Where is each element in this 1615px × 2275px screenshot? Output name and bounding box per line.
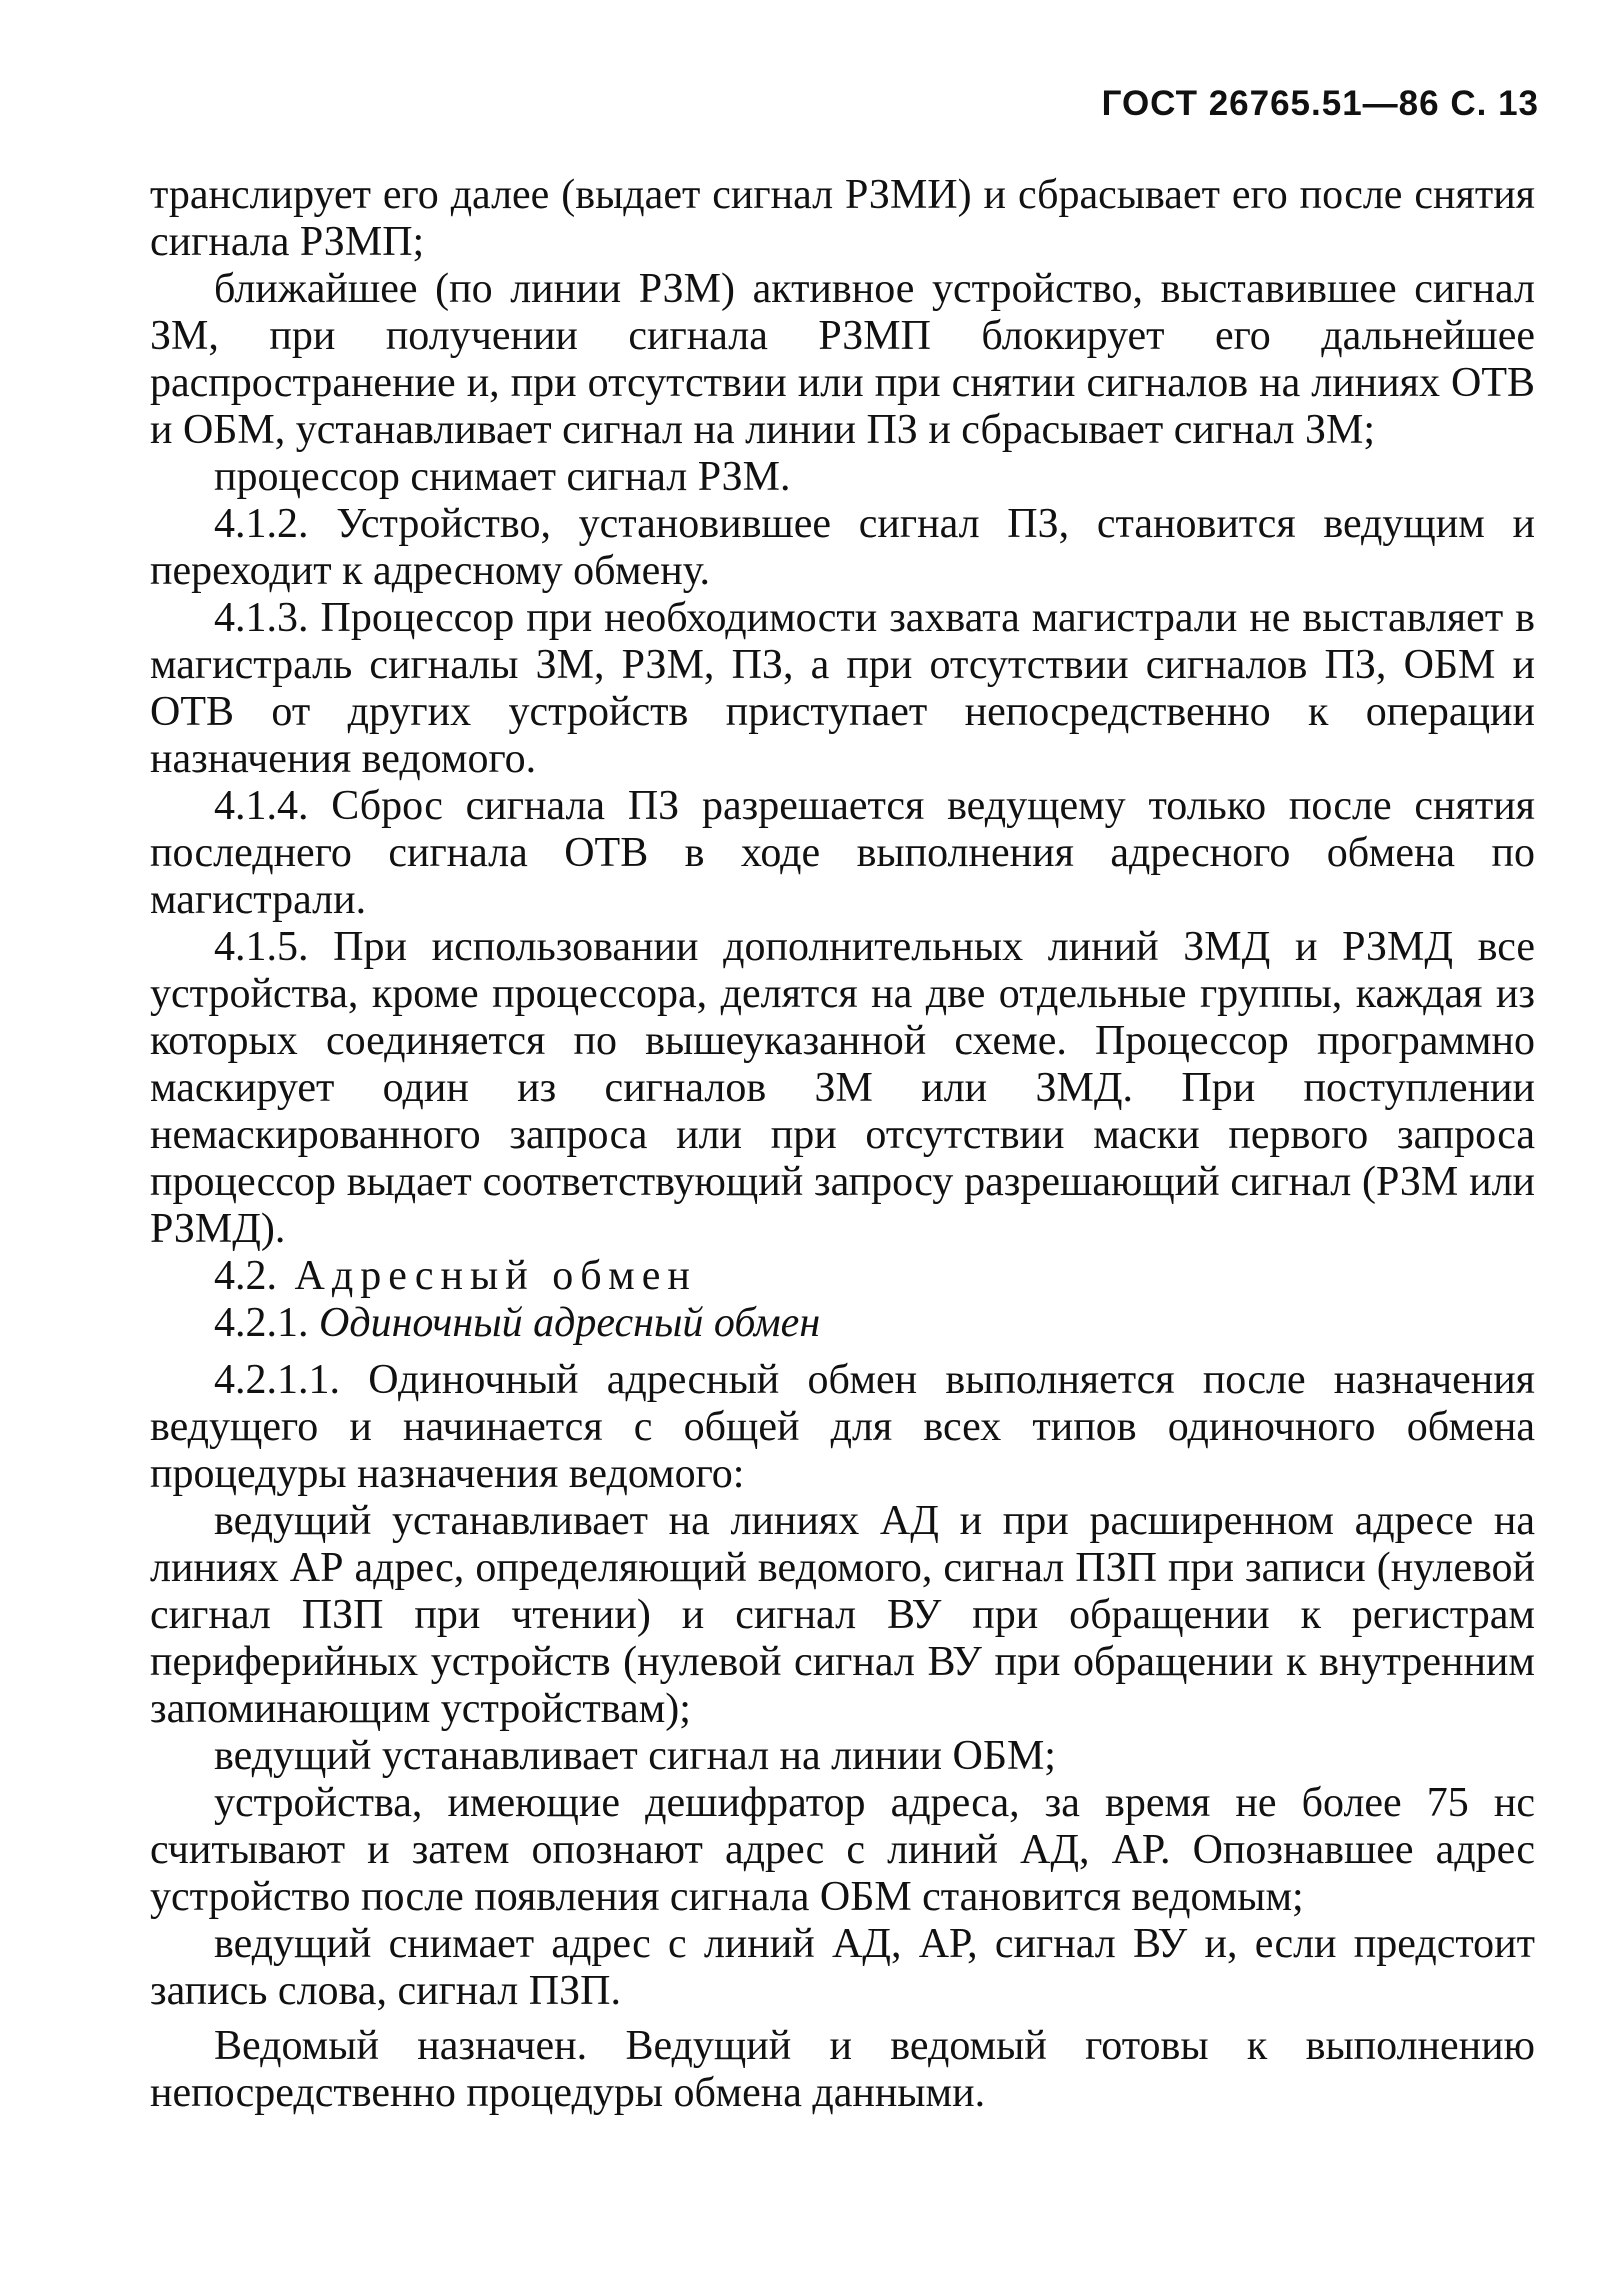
section-number: 4.2. [214,1253,277,1299]
clause-4-1-2: 4.1.2. Устройство, установившее сигнал ПЗ, становится ведущим и переходит к адресному обмену. [150,501,1535,594]
section-heading [150,1253,1535,1300]
clause-4-2-1-1: 4.2.1.1. Одиночный адресный обмен выполняется после назначения ведущего и начинается с общей для всех типов одиночного обмена процедуры назначения ведомого: [150,1357,1535,1497]
page-number: С. 13 [1450,84,1539,123]
paragraph: процессор снимает сигнал РЗМ. [214,454,791,500]
subsection-heading [150,1300,1535,1347]
paragraph: ведущий устанавливает сигнал на линии ОБМ; [214,1733,1056,1779]
paragraph-continuation: транслирует его далее (выдает сигнал РЗМИ) и сбрасывает его после снятия сигнала РЗМП; [150,172,1535,265]
section-title: Адресный обмен [294,1253,697,1299]
paragraph: ведущий снимает адрес с линий АД, АР, сигнал ВУ и, если предстоит запись слова, сигнал ПЗП. [150,1921,1535,2014]
clause-4-1-3: 4.1.3. Процессор при необходимости захвата магистрали не выставляет в магистраль сигналы ЗМ, РЗМ, ПЗ, а при отсутствии сигналов ПЗ, ОБМ и ОТВ от других устройств приступает непосредственно к операции назначения ведомого. [150,595,1535,782]
paragraph: ближайшее (по линии РЗМ) активное устройство, выставившее сигнал ЗМ, при получении сигнала РЗМП блокирует его дальнейшее распространение и, при отсутствии или при снятии сигналов на линиях ОТВ и ОБМ, устанавливает сигнал на линии ПЗ и сбрасывает сигнал ЗМ; [150,266,1535,453]
clause-4-1-5: 4.1.5. При использовании дополнительных линий ЗМД и РЗМД все устройства, кроме процессора, делятся на две отдельные группы, каждая из которых соединяется по вышеуказанной схеме. Процессор программно маскирует один из сигналов ЗМ или ЗМД. При поступлении немаскированного запроса или при отсутствии маски первого запроса процессор выдает соответствующий запросу разрешающий сигнал (РЗМ или РЗМД). [150,924,1535,1252]
closing-paragraph: Ведомый назначен. Ведущий и ведомый готовы к выполнению непосредственно процедуры обмена данными. [150,2023,1535,2116]
subsection-number: 4.2.1. [214,1300,309,1346]
standard-number: ГОСТ 26765.51—86 [1101,84,1440,123]
paragraph: устройства, имеющие дешифратор адреса, за время не более 75 нс считывают и затем опознают адрес с линий АД, АР. Опознавшее адрес устройство после появления сигнала ОБМ становится ведомым; [150,1780,1535,1920]
clause-4-1-4: 4.1.4. Сброс сигнала ПЗ разрешается ведущему только после снятия последнего сигнала ОТВ в ходе выполнения адресного обмена по магистрали. [150,783,1535,923]
paragraph: ведущий устанавливает на линиях АД и при расширенном адресе на линиях АР адрес, определяющий ведомого, сигнал ПЗП при записи (нулевой сигнал ПЗП при чтении) и сигнал ВУ при обращении к регистрам периферийных устройств (нулевой сигнал ВУ при обращении к внутренним запоминающим устройствам); [150,1498,1535,1732]
body-text [150,172,1535,2117]
subsection-title: Одиночный адресный обмен [319,1300,821,1346]
page-header [1102,84,1539,124]
